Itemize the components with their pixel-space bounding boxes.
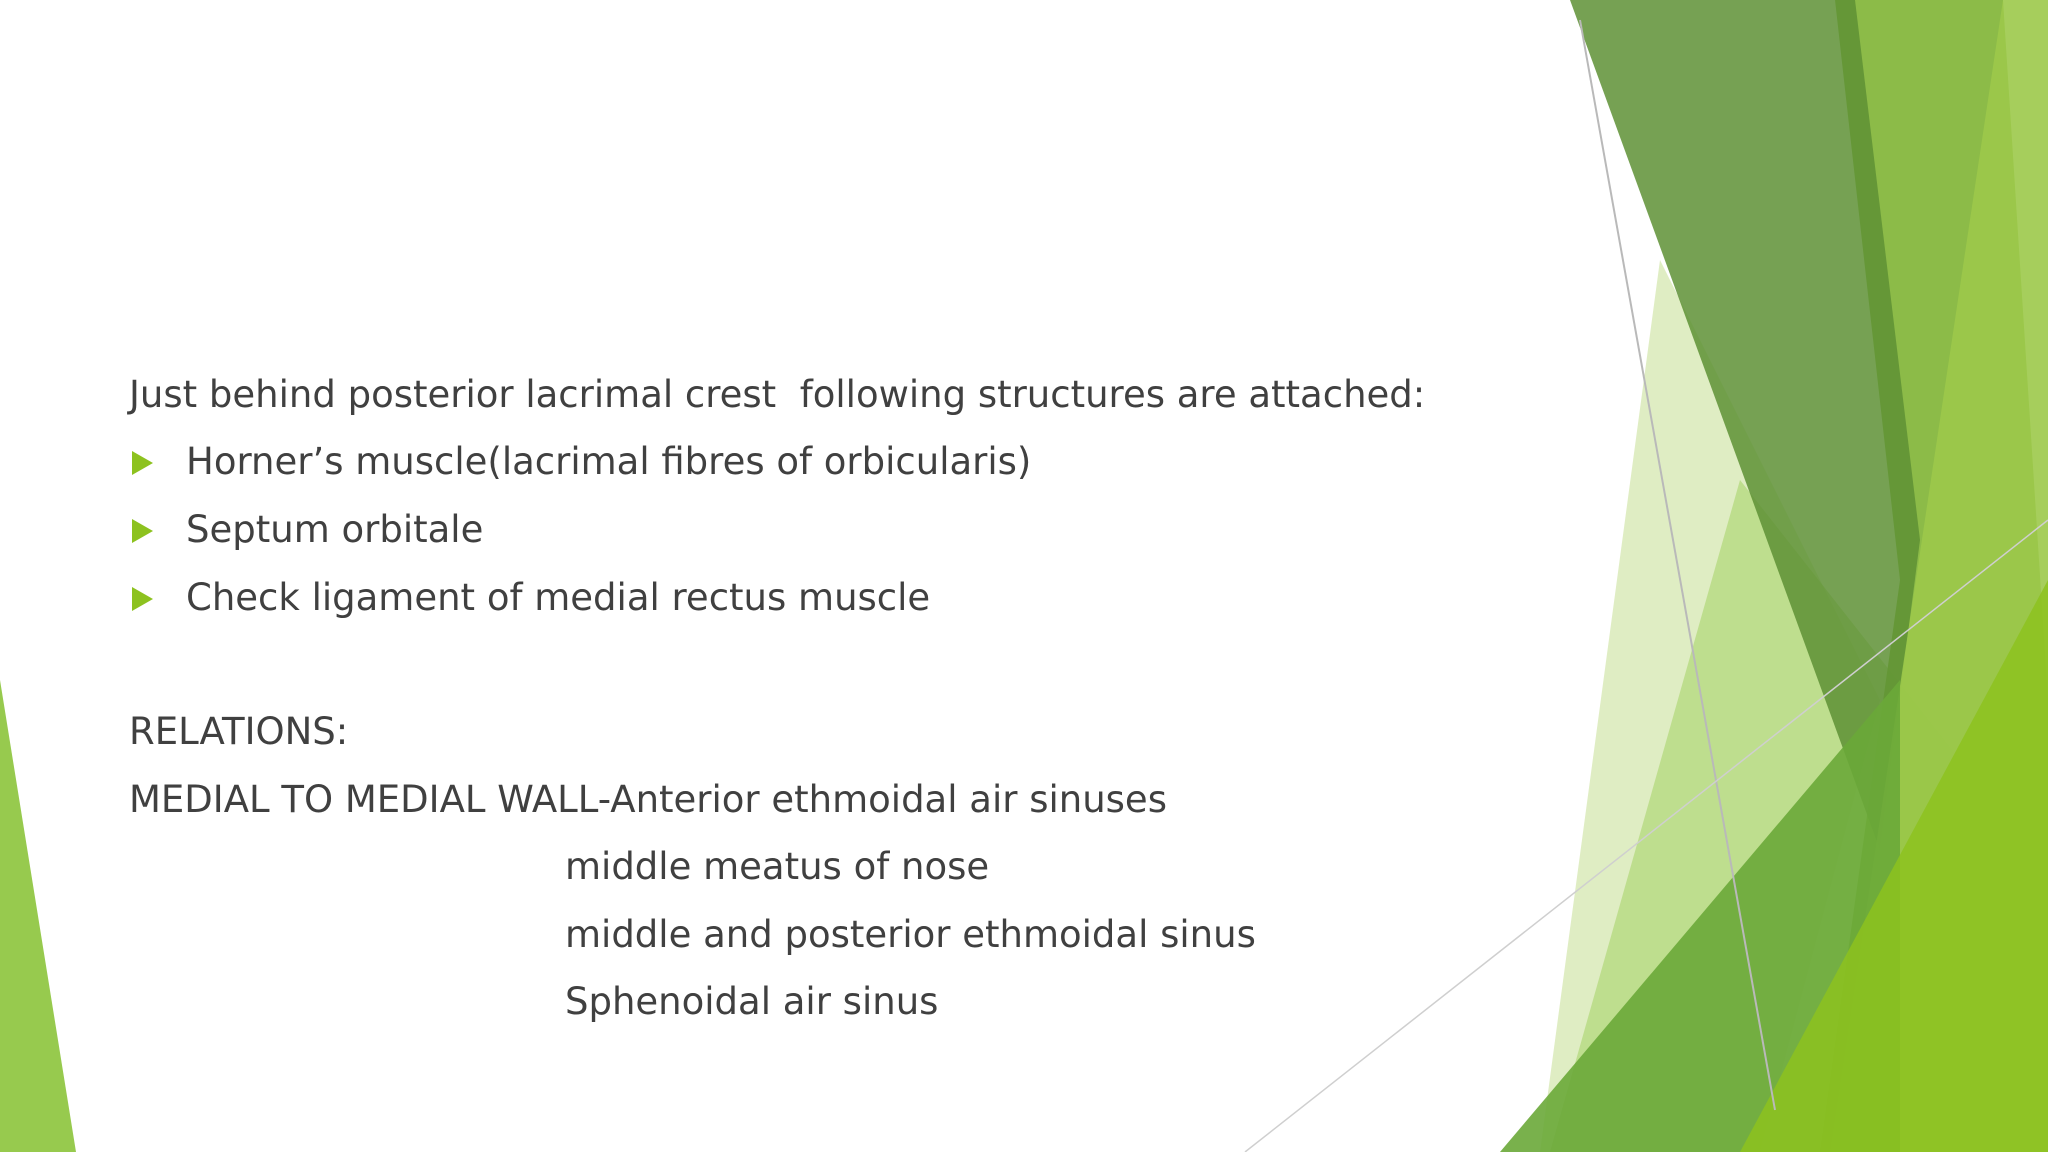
bullet-item: Check ligament of medial rectus muscle [186, 576, 931, 619]
medial-item: Sphenoidal air sinus [565, 980, 939, 1023]
left-green-sliver [0, 680, 76, 1152]
intro-text: Just behind posterior lacrimal crest following structures are attached: [129, 373, 1426, 416]
relations-heading: RELATIONS: [129, 710, 349, 753]
medial-item: middle and posterior ethmoidal sinus [565, 913, 1256, 956]
bullet-item: Septum orbitale [186, 508, 484, 551]
bullet-item: Horner’s muscle(lacrimal fibres of orbicularis) [186, 440, 1032, 483]
medial-wall-line: MEDIAL TO MEDIAL WALL-Anterior ethmoidal air sinuses [129, 778, 1167, 821]
triangle-right-bullet-icon [132, 519, 153, 543]
triangle-right-bullet-icon [132, 451, 153, 475]
medial-item: middle meatus of nose [565, 845, 990, 888]
triangle-right-bullet-icon [132, 587, 153, 611]
